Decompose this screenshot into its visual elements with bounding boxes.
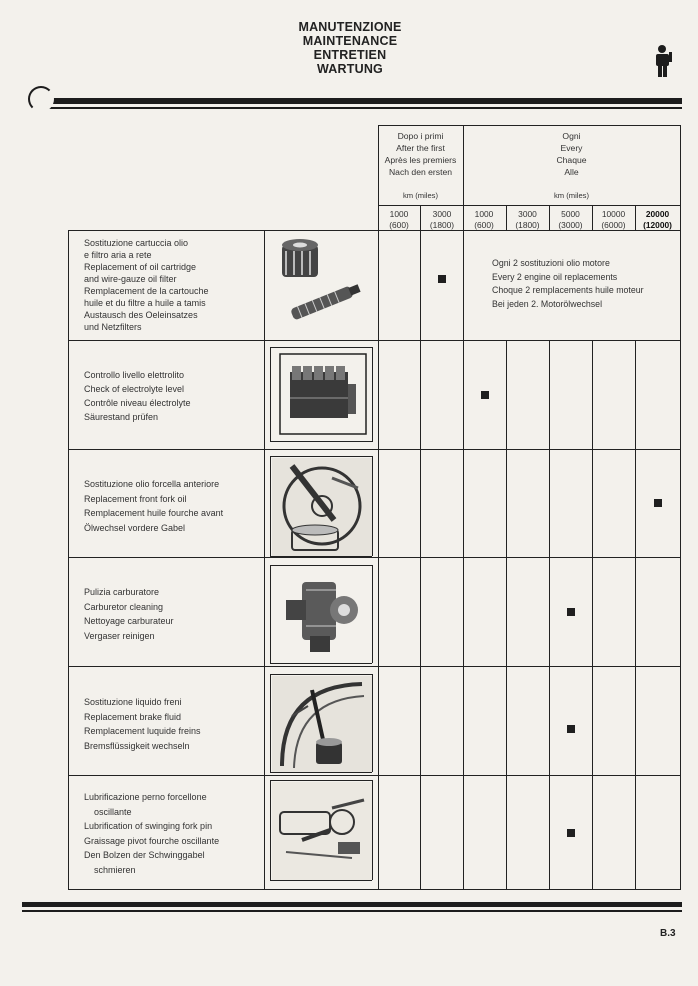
interval-1-km: 1000 — [389, 209, 409, 219]
row-1-line: Austausch des Oeleinsatzes — [84, 310, 198, 320]
illus-frame — [270, 565, 271, 663]
grid-line — [68, 666, 680, 667]
illus-frame — [270, 772, 372, 773]
row-2-line: Check of electrolyte level — [84, 384, 185, 394]
illus-frame — [270, 556, 372, 557]
interval-1 — [378, 209, 420, 230]
row-1-line: und Netzfilters — [84, 322, 142, 332]
page-title — [240, 20, 460, 76]
interval-4-km: 3000 — [518, 209, 537, 219]
top-rule-thin — [40, 107, 682, 109]
row-6-line: Lubrificazione perno forcellone — [84, 792, 207, 802]
interval-5-km: 5000 — [561, 209, 580, 219]
interval-1-miles: (600) — [389, 219, 409, 230]
illus-frame — [270, 674, 372, 675]
interval-2-miles: (1800) — [429, 219, 455, 230]
interval-7-miles: (12000) — [643, 219, 672, 230]
header-every-unit: km (miles) — [553, 191, 589, 200]
interval-6 — [592, 209, 635, 230]
row-2-line: Säurestand prüfen — [84, 412, 159, 422]
row-4-line: Nettoyage carburateur — [84, 616, 174, 626]
front-fork-illustration — [272, 458, 372, 556]
illus-frame — [270, 441, 372, 442]
interval-3-km: 1000 — [474, 209, 494, 219]
row-5-line: Sostituzione liquido freni — [84, 697, 182, 707]
interval-5-miles: (3000) — [558, 219, 583, 230]
title-line-fr: ENTRETIEN — [313, 48, 387, 62]
illus-frame — [372, 456, 373, 556]
row-3-line: Sostituzione olio forcella anteriore — [84, 479, 220, 489]
grid-line — [68, 889, 680, 890]
row-3-description — [84, 477, 223, 535]
row-5-line: Replacement brake fluid — [84, 711, 182, 722]
grid-line — [68, 340, 680, 341]
illus-frame — [270, 880, 372, 881]
grid-line — [378, 125, 379, 890]
row-4-line: Vergaser reinigen — [84, 630, 155, 641]
grid-line — [420, 205, 421, 890]
page-number: B.3 — [660, 928, 676, 939]
header-every-de: Alle — [564, 167, 579, 177]
row-6-line: oscillante — [94, 806, 132, 817]
interval-7 — [635, 209, 680, 230]
row-6-description — [84, 790, 219, 877]
row-2-description — [84, 368, 191, 424]
illus-frame — [270, 780, 271, 880]
interval-2 — [421, 209, 463, 230]
row-5-line: Remplacement luquide freins — [84, 726, 201, 736]
grid-line — [592, 340, 593, 890]
grid-line — [506, 340, 507, 890]
illus-frame — [270, 565, 372, 566]
header-every-en: Every — [560, 143, 583, 153]
header-first-it: Dopo i primi — [397, 131, 444, 141]
grid-line — [68, 775, 680, 776]
oil-note-fr: Choque 2 remplacements huile moteur — [492, 285, 644, 295]
schedule-mark — [567, 608, 575, 616]
illus-frame — [270, 780, 372, 781]
grid-line — [378, 125, 680, 126]
row-3-line: Ölwechsel vordere Gabel — [84, 522, 186, 533]
grid-line — [68, 449, 680, 450]
interval-4 — [506, 209, 549, 230]
row-5-description — [84, 695, 201, 753]
title-line-en: MAINTENANCE — [302, 34, 398, 48]
grid-line — [549, 205, 550, 230]
top-rule-thick — [40, 98, 682, 104]
brake-fluid-illustration — [272, 676, 372, 772]
row-2-line: Contrôle niveau électrolyte — [84, 398, 191, 408]
illus-frame — [270, 347, 271, 442]
header-every-fr: Chaque — [556, 155, 587, 165]
schedule-mark — [567, 829, 575, 837]
swingarm-pin-illustration — [272, 782, 372, 880]
grid-line — [635, 205, 636, 230]
battery-illustration — [276, 350, 370, 438]
row-1-line: Replacement of oil cartridge — [84, 262, 197, 272]
interval-6-miles: (6000) — [601, 219, 626, 230]
row-4-description — [84, 585, 174, 643]
header-every-it: Ogni — [562, 131, 581, 141]
row-1-line: Sostituzione cartuccia olio — [84, 238, 189, 248]
carburetor-illustration — [280, 570, 370, 660]
interval-5 — [549, 209, 592, 230]
oil-note-it: Ogni 2 sostituzioni olio motore — [492, 258, 610, 268]
grid-line — [635, 340, 636, 890]
grid-line — [506, 205, 507, 230]
row-3-line: Replacement front fork oil — [84, 493, 187, 504]
interval-6-km: 10000 — [601, 209, 626, 219]
grid-line — [264, 230, 265, 890]
header-first-unit: km (miles) — [402, 191, 438, 200]
illus-frame — [372, 347, 373, 442]
grid-line — [592, 205, 593, 230]
interval-3 — [463, 209, 505, 230]
oil-change-note — [492, 257, 644, 311]
schedule-mark — [567, 725, 575, 733]
header-first-en: After the first — [396, 143, 445, 153]
illus-frame — [270, 663, 372, 664]
oil-filter-cartridge-illustration — [272, 237, 372, 333]
grid-line — [68, 230, 69, 890]
illus-frame — [270, 674, 271, 772]
schedule-mark — [481, 391, 489, 399]
row-1-line: Remplacement de la cartouche — [84, 286, 209, 296]
row-6-line: Den Bolzen der Schwinggabel — [84, 850, 205, 860]
row-6-line: Graissage pivot fourche oscillante — [84, 835, 220, 846]
illus-frame — [372, 674, 373, 772]
illus-frame — [372, 780, 373, 880]
interval-7-km: 20000 — [645, 209, 670, 219]
row-4-line: Pulizia carburatore — [84, 587, 160, 597]
grid-line — [68, 557, 680, 558]
row-1-line: huile et du filtre a huile a tamis — [84, 298, 206, 308]
title-line-de: WARTUNG — [317, 62, 383, 76]
illus-frame — [270, 347, 372, 348]
oil-note-en: Every 2 engine oil replacements — [492, 271, 618, 282]
row-1-description — [84, 237, 209, 333]
row-2-line: Controllo livello elettrolito — [84, 370, 185, 380]
corner-mark — [28, 86, 54, 112]
header-first-fr: Après les premiers — [384, 155, 457, 165]
row-5-line: Bremsflüssigkeit wechseln — [84, 740, 190, 751]
oil-note-de: Bei jeden 2. Motorölwechsel — [492, 298, 603, 309]
illus-frame — [372, 565, 373, 663]
mechanic-figure-icon — [653, 44, 675, 78]
grid-line — [549, 340, 550, 890]
bottom-rule-thin — [22, 910, 682, 912]
interval-3-miles: (600) — [474, 219, 494, 230]
row-1-line: e filtro aria a rete — [84, 250, 152, 260]
grid-line — [680, 125, 681, 890]
schedule-mark — [438, 275, 446, 283]
row-1-line: and wire-gauze oil filter — [84, 274, 177, 284]
interval-4-miles: (1800) — [515, 219, 540, 230]
illus-frame — [270, 456, 271, 556]
title-line-it: MANUTENZIONE — [298, 20, 402, 34]
row-6-line: schmieren — [94, 864, 136, 875]
interval-2-km: 3000 — [432, 209, 452, 219]
schedule-mark — [654, 499, 662, 507]
grid-line — [68, 230, 680, 231]
row-6-line: Lubrification of swinging fork pin — [84, 821, 213, 831]
row-3-line: Remplacement huile fourche avant — [84, 508, 224, 518]
grid-line — [463, 125, 464, 890]
row-4-line: Carburetor cleaning — [84, 601, 164, 612]
illus-frame — [270, 456, 372, 457]
header-first-de: Nach den ersten — [388, 167, 453, 177]
bottom-rule-thick — [22, 902, 682, 907]
